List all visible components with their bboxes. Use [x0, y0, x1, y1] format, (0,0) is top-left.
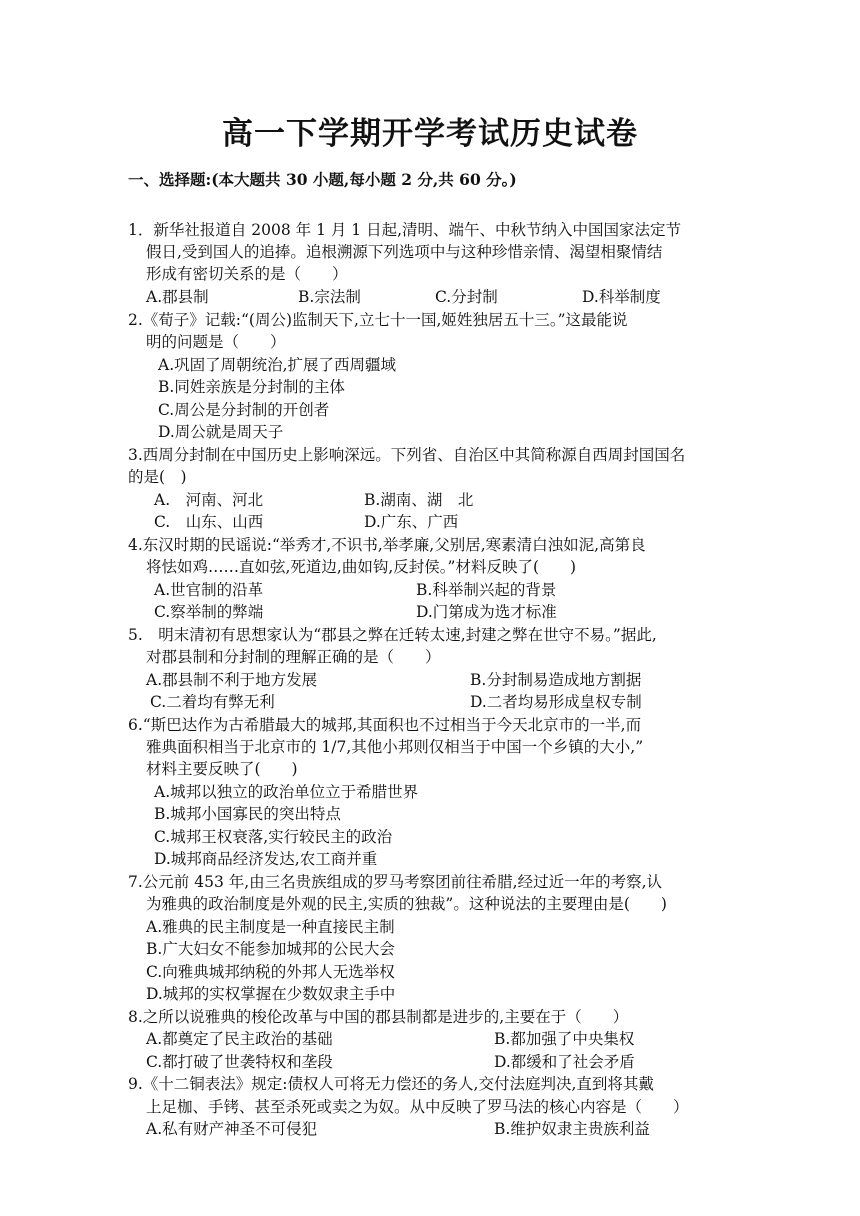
question-4-option-d: D.门第成为选才标准 — [416, 603, 557, 621]
question-6-option-a: A.城邦以独立的政治单位立于希腊世界 — [154, 783, 419, 801]
question-9-option-a: A.私有财产神圣不可侵犯 — [146, 1120, 318, 1138]
question-6-line-1: 6.“斯巴达作为古希腊最大的城邦,其面积也不过相当于今天北京市的一半,而 — [128, 716, 642, 734]
question-2-line-2: 明的问题是（ ） — [146, 333, 286, 351]
question-6-option-d: D.城邦商品经济发达,农工商并重 — [154, 850, 378, 868]
question-8-line-1: 8.之所以说雅典的梭伦改革与中国的郡县制都是进步的,主要在于（ ） — [128, 1008, 629, 1026]
question-8-option-b: B.都加强了中央集权 — [494, 1030, 635, 1048]
question-3-line-2: 的是( ) — [128, 468, 187, 486]
question-1-option-c: C.分封制 — [435, 288, 498, 306]
question-9-option-b: B.维护奴隶主贵族利益 — [494, 1120, 650, 1138]
question-7-line-1: 7.公元前 453 年,由三名贵族组成的罗马考察团前往希腊,经过近一年的考察,认 — [128, 873, 663, 891]
question-2-option-b: B.同姓亲族是分封制的主体 — [158, 378, 345, 396]
question-4-option-b: B.科举制兴起的背景 — [416, 581, 557, 599]
question-2-option-a: A.巩固了周朝统治,扩展了西周疆域 — [158, 356, 397, 374]
question-9-line-1: 9.《十二铜表法》规定:债权人可将无力偿还的务人,交付法庭判决,直到将其戴 — [128, 1075, 654, 1093]
question-8-option-a: A.都奠定了民主政治的基础 — [146, 1030, 333, 1048]
question-1-line-2: 假日,受到国人的追捧。追根溯源下列选项中与这种珍惜亲情、渴望相聚情结 — [146, 243, 663, 261]
question-8-option-d: D.都缓和了社会矛盾 — [494, 1053, 635, 1071]
question-4-option-a: A.世官制的沿革 — [154, 581, 264, 599]
question-6-option-b: B.城邦小国寡民的突出特点 — [154, 805, 341, 823]
question-1-option-a: A.郡县制 — [146, 288, 209, 306]
exam-title: 高一下学期开学考试历史试卷 — [222, 116, 638, 152]
question-6-line-3: 材料主要反映了( ) — [146, 760, 298, 778]
question-1-line-3: 形成有密切关系的是（ ） — [146, 265, 348, 283]
question-7-option-c: C.向雅典城邦纳税的外邦人无选举权 — [146, 963, 395, 981]
question-9-line-2: 上足枷、手铐、甚至杀死或卖之为奴。从中反映了罗马法的核心内容是（ ） — [146, 1098, 689, 1116]
question-6-line-2: 雅典面积相当于北京市的 1/7,其他小邦则仅相当于中国一个乡镇的大小,” — [146, 738, 644, 756]
question-2-option-c: C.周公是分封制的开创者 — [158, 401, 330, 419]
question-3-line-1: 3.西周分封制在中国历史上影响深远。下列省、自治区中其简称源自西周封国国名 — [128, 446, 686, 464]
question-5-option-d: D.二者均易形成皇权专制 — [470, 693, 642, 711]
question-4-option-c: C.察举制的弊端 — [154, 603, 264, 621]
question-3-option-a: A. 河南、河北 — [154, 491, 264, 509]
question-4-line-2: 将怯如鸡……直如弦,死道边,曲如钩,反封侯。”材料反映了( ) — [146, 558, 577, 576]
question-3-option-c: C. 山东、山西 — [154, 513, 264, 531]
question-5-option-a: A.郡县制不利于地方发展 — [146, 671, 318, 689]
question-5-line-1: 5. 明末清初有思想家认为“郡县之弊在迁转太速,封建之弊在世守不易。”据此, — [128, 626, 657, 644]
question-3-option-b: B.湖南、湖 北 — [364, 491, 474, 509]
question-8-option-c: C.都打破了世袭特权和垄段 — [146, 1053, 333, 1071]
question-4-line-1: 4.东汉时期的民谣说:“举秀才,不识书,举孝廉,父别居,寒素清白浊如泥,高第良 — [128, 536, 646, 554]
question-7-option-b: B.广大妇女不能参加城邦的公民大会 — [146, 940, 395, 958]
question-7-option-a: A.雅典的民主制度是一种直接民主制 — [146, 918, 395, 936]
question-1-line-1: 1．新华社报道自 2008 年 1 月 1 日起,清明、端午、中秋节纳入中国国家法定节 — [128, 221, 682, 239]
question-7-option-d: D.城邦的实权掌握在少数奴隶主手中 — [146, 985, 396, 1003]
question-5-option-b: B.分封制易造成地方割据 — [470, 671, 642, 689]
question-3-option-d: D.广东、广西 — [364, 513, 459, 531]
question-2-line-1: 2.《荀子》记载:“(周公)监制天下,立七十一国,姬姓独居五十三。”这最能说 — [128, 311, 628, 329]
question-7-line-2: 为雅典的政治制度是外观的民主,实质的独裁”。这种说法的主要理由是( ) — [146, 895, 667, 913]
question-5-option-c: C.二着均有弊无利 — [150, 693, 275, 711]
question-1-option-b: B.宗法制 — [298, 288, 361, 306]
question-2-option-d: D.周公就是周天子 — [158, 423, 284, 441]
question-5-line-2: 对郡县制和分封制的理解正确的是（ ） — [146, 648, 441, 666]
question-6-option-c: C.城邦王权衰落,实行较民主的政治 — [154, 828, 393, 846]
section-heading: 一、选择题:(本大题共 30 小题,每小题 2 分,共 60 分。) — [128, 170, 517, 189]
question-1-option-d: D.科举制度 — [582, 288, 661, 306]
